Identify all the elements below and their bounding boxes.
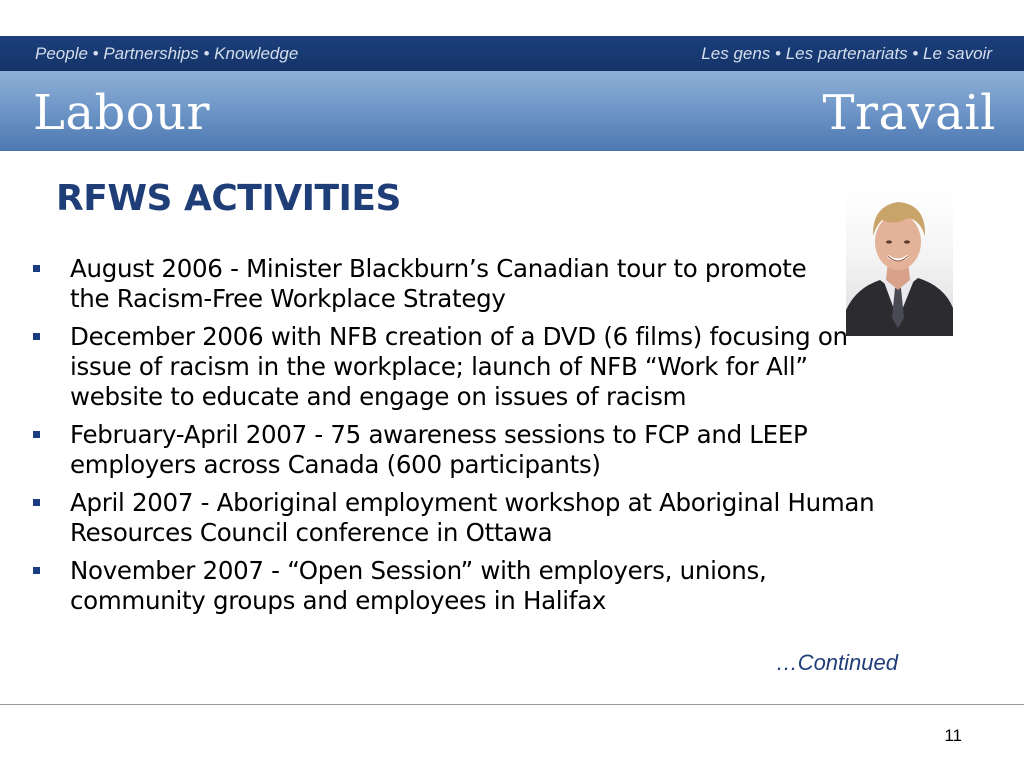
- top-strip: [0, 0, 1024, 36]
- list-item: [0, 322, 905, 412]
- list-item-text: December 2006 with NFB creation of a DVD (6 films) focusing on issue of racism in the workplace; launch of NFB “Work for All” website to educate and engage on issues of racism: [70, 322, 848, 411]
- header-tagline-band: [0, 36, 1024, 71]
- list-item: [0, 556, 905, 616]
- continued-note: …Continued: [775, 650, 898, 675]
- slide-title: RFWS ACTIVITIES: [56, 178, 401, 219]
- tagline-english: People • Partnerships • Knowledge: [35, 44, 299, 63]
- list-item-text: February-April 2007 - 75 awareness sessions to FCP and LEEP employers across Canada (600 participants): [70, 420, 808, 479]
- header-brand-band: [0, 71, 1024, 151]
- list-item-text: November 2007 - “Open Session” with employers, unions, community groups and employees in Halifax: [70, 556, 767, 615]
- list-item-text: August 2006 - Minister Blackburn’s Canadian tour to promote the Racism-Free Workplace Strategy: [70, 254, 807, 313]
- bullet-square-icon: [33, 333, 40, 340]
- list-item: [0, 488, 905, 548]
- bullet-square-icon: [33, 431, 40, 438]
- activity-list: [0, 254, 1024, 624]
- footer-divider: [0, 704, 1024, 705]
- list-item-text: April 2007 - Aboriginal employment workshop at Aboriginal Human Resources Council conference in Ottawa: [70, 488, 875, 547]
- page-number: 11: [944, 726, 962, 745]
- bullet-square-icon: [33, 567, 40, 574]
- tagline-french: Les gens • Les partenariats • Le savoir: [701, 44, 992, 63]
- list-item: [0, 420, 905, 480]
- bullet-square-icon: [33, 499, 40, 506]
- bullet-square-icon: [33, 265, 40, 272]
- brand-travail: Travail: [822, 85, 996, 141]
- list-item: [0, 254, 830, 314]
- brand-labour: Labour: [33, 85, 210, 141]
